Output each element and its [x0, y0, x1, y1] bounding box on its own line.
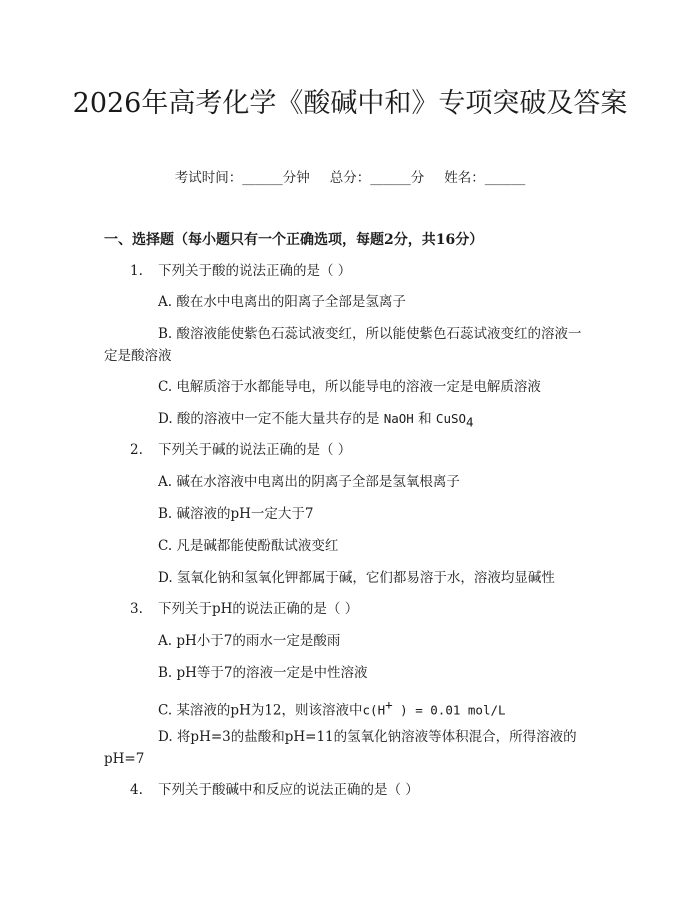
formula-subscript: 4	[466, 414, 474, 430]
total-score-field: 总分：______分	[329, 170, 425, 186]
option-3c	[158, 695, 506, 721]
option-2c: C. 凡是碱都能使酚酞试液变红	[158, 538, 339, 554]
option-1c: C. 电解质溶于水都能导电，所以能导电的溶液一定是电解质溶液	[158, 379, 541, 395]
question-number: 2.	[130, 442, 143, 458]
option-text: D. 酸的溶液中一定不能大量共存的是	[158, 411, 384, 427]
exam-info	[0, 168, 700, 188]
question-number: 3.	[130, 601, 143, 617]
question-3	[130, 599, 358, 619]
formula-value: ) = 0.01 mol/L	[392, 702, 506, 718]
option-1b-continued: 定是酸溶液	[104, 348, 172, 364]
option-2d: D. 氢氧化钠和氢氧化钾都属于碱，它们都易溶于水，溶液均显碱性	[158, 570, 555, 586]
option-3b: B. pH等于7的溶液一定是中性溶液	[158, 665, 368, 681]
option-2b: B. 碱溶液的pH一定大于7	[158, 506, 314, 522]
option-3a: A. pH小于7的雨水一定是酸雨	[158, 633, 341, 649]
question-2	[130, 440, 351, 460]
formula-superscript: +	[385, 697, 393, 712]
option-2a: A. 碱在水溶液中电离出的阴离子全部是氢氧根离子	[158, 474, 460, 490]
question-number: 1.	[130, 263, 143, 279]
question-1	[130, 261, 351, 281]
option-3d: D. 将pH=3的盐酸和pH=11的氢氧化钠溶液等体积混合，所得溶液的	[158, 729, 577, 745]
formula-cuso4: CuSO	[435, 411, 467, 426]
question-4	[130, 780, 419, 800]
section-title: 一、选择题（每小题只有一个正确选项，每题2分，共16分）	[104, 232, 484, 248]
formula-naoh: NaOH	[383, 411, 414, 426]
option-1a: A. 酸在水中电离出的阳离子全部是氢离子	[158, 294, 406, 310]
question-stem: 下列关于酸的说法正确的是（ ）	[158, 263, 352, 279]
question-stem: 下列关于pH的说法正确的是（ ）	[158, 601, 359, 617]
exam-time-field: 考试时间：______分钟	[174, 170, 310, 186]
question-number: 4.	[130, 782, 143, 798]
option-1b: B. 酸溶液能使紫色石蕊试液变红，所以能使紫色石蕊试液变红的溶液一	[158, 326, 582, 342]
student-name-field: 姓名：______	[444, 170, 526, 186]
option-3d-continued: pH=7	[104, 751, 145, 767]
option-1d	[158, 409, 474, 433]
question-stem: 下列关于碱的说法正确的是（ ）	[158, 442, 352, 458]
option-text: C. 某溶液的pH为12，则该溶液中	[158, 702, 363, 719]
option-text: 和	[413, 411, 436, 427]
page-title: 2026年高考化学《酸碱中和》专项突破及答案	[72, 88, 628, 119]
question-stem: 下列关于酸碱中和反应的说法正确的是（ ）	[158, 782, 419, 798]
formula-h-concentration: c(H	[362, 702, 386, 718]
